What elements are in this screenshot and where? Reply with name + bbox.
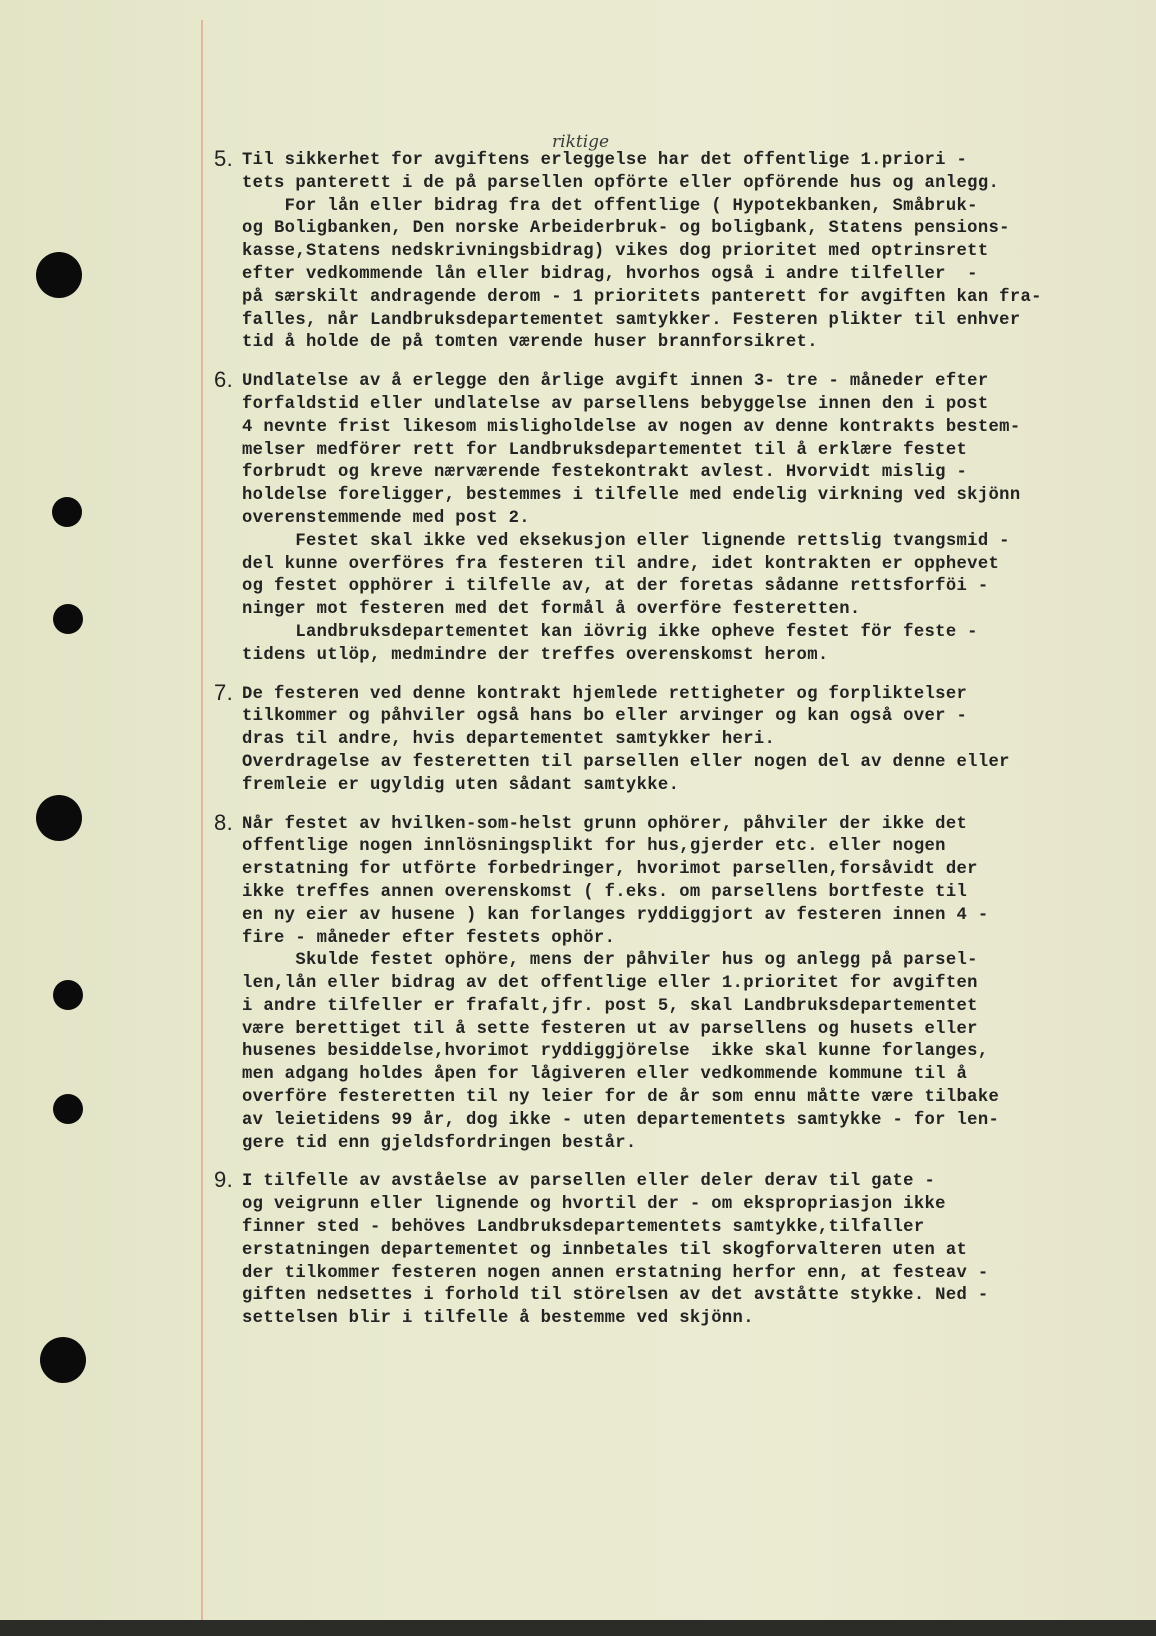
text-line: De festeren ved denne kontrakt hjemlede rettigheter og forpliktelser bbox=[242, 684, 968, 704]
text-line: Festet skal ikke ved eksekusjon eller lignende rettslig tvangsmid - bbox=[242, 531, 1010, 551]
document-body bbox=[214, 146, 1114, 1347]
text-line: offentlige nogen innlösningsplikt for hus,gjerder etc. eller nogen bbox=[242, 837, 946, 857]
text-line: 4 nevnte frist likesom misligholdelse av nogen av denne kontrakts bestem- bbox=[242, 417, 1021, 437]
text-line: Når festet av hvilken-som-helst grunn ophörer, påhviler der ikke det bbox=[242, 814, 968, 834]
section-7 bbox=[214, 679, 1114, 798]
text-line: Landbruksdepartementet kan iövrig ikke opheve festet för feste - bbox=[242, 622, 978, 642]
text-line: forbrudt og kreve nærværende festekontrakt avlest. Hvorvidt mislig - bbox=[242, 463, 968, 483]
text-line: holdelse foreligger, bestemmes i tilfelle med endelig virkning ved skjönn bbox=[242, 486, 1021, 506]
section-number: 6. bbox=[214, 367, 234, 393]
section-number: 9. bbox=[214, 1167, 234, 1193]
text-line: falles, når Landbruksdepartementet samtykker. Festeren plikter til enhver bbox=[242, 310, 1021, 330]
section-number: 5. bbox=[214, 146, 234, 171]
text-line: og festet opphörer i tilfelle av, at der foretas sådanne rettsforföi - bbox=[242, 577, 989, 597]
text-line: For lån eller bidrag fra det offentlige ( Hypotekbanken, Småbruk- bbox=[242, 196, 978, 216]
section-8 bbox=[214, 809, 1114, 1156]
text-line: en ny eier av husene ) kan forlanges ryddiggjort av festeren innen 4 - bbox=[242, 905, 989, 925]
text-line: erstatningen departementet og innbetales til skogforvalteren uten at bbox=[242, 1240, 968, 1260]
punch-hole bbox=[53, 980, 83, 1010]
text-line: overenstemmende med post 2. bbox=[242, 508, 530, 528]
text-line: Undlatelse av å erlegge den årlige avgift innen 3- tre - måneder efter bbox=[242, 372, 989, 392]
text-line: finner sted - behöves Landbruksdepartementets samtykke,tilfaller bbox=[242, 1218, 925, 1238]
punch-hole bbox=[53, 604, 83, 634]
text-line: ikke treffes annen overenskomst ( f.eks. om parsellens bortfeste til bbox=[242, 882, 968, 902]
section-number: 8. bbox=[214, 809, 234, 835]
text-line: ninger mot festeren med det formål å overföre festeretten. bbox=[242, 600, 861, 620]
text-line: husenes besiddelse,hvorimot ryddiggjörelse ikke skal kunne forlanges, bbox=[242, 1042, 989, 1062]
text-line: være berettiget til å sette festeren ut av parsellens og husets eller bbox=[242, 1019, 978, 1039]
text-line: settelsen blir i tilfelle å bestemme ved skjönn. bbox=[242, 1309, 754, 1329]
text-line: Overdragelse av festeretten til parsellen eller nogen del av denne eller bbox=[242, 752, 1010, 772]
punch-hole bbox=[36, 252, 82, 298]
text-line: del kunne overföres fra festeren til andre, idet kontrakten er opphevet bbox=[242, 554, 1000, 574]
text-line: kasse,Statens nedskrivningsbidrag) vikes dog prioritet med optrinsrett bbox=[242, 242, 989, 262]
punch-hole bbox=[36, 795, 82, 841]
punch-hole bbox=[53, 1094, 83, 1124]
text-line: og Boligbanken, Den norske Arbeiderbruk- og boligbank, Statens pensions- bbox=[242, 219, 1010, 239]
text-line: fire - måneder efter festets ophör. bbox=[242, 928, 616, 948]
bottom-edge bbox=[0, 1620, 1156, 1636]
text-line: len,lån eller bidrag av det offentlige eller 1.prioritet for avgiften bbox=[242, 974, 978, 994]
punch-hole bbox=[40, 1337, 86, 1383]
text-line: av leietidens 99 år, dog ikke - uten departementets samtykke - for len- bbox=[242, 1110, 1000, 1130]
text-line: og veigrunn eller lignende og hvortil der - om ekspropriasjon ikke bbox=[242, 1195, 946, 1215]
text-line: der tilkommer festeren nogen annen erstatning herfor enn, at festeav - bbox=[242, 1263, 989, 1283]
text-line: melser medförer rett for Landbruksdepartementet til å erklære festet bbox=[242, 440, 968, 460]
punch-hole bbox=[52, 497, 82, 527]
text-line: Til sikkerhet for avgiftens erleggelse har det offentlige 1.priori - bbox=[242, 151, 968, 170]
text-line: forfaldstid eller undlatelse av parsellens bebyggelse innen den i post bbox=[242, 394, 989, 414]
text-line: i andre tilfeller er frafalt,jfr. post 5, skal Landbruksdepartementet bbox=[242, 996, 978, 1016]
text-line: gere tid enn gjeldsfordringen består. bbox=[242, 1133, 637, 1153]
section-number: 7. bbox=[214, 679, 234, 705]
section-9 bbox=[214, 1167, 1114, 1331]
text-line: Skulde festet ophöre, mens der påhviler hus og anlegg på parsel- bbox=[242, 951, 978, 971]
section-5 bbox=[214, 146, 1114, 355]
text-line: dras til andre, hvis departementet samtykker heri. bbox=[242, 730, 776, 750]
text-line: på særskilt andragende derom - 1 prioritets panterett for avgiften kan fra- bbox=[242, 287, 1042, 307]
text-line: tets panterett i de på parsellen opförte eller opförende hus og anlegg. bbox=[242, 173, 1000, 193]
text-line: men adgang holdes åpen for lågiveren eller vedkommende kommune til å bbox=[242, 1065, 968, 1085]
text-line: erstatning for utförte forbedringer, hvorimot parsellen,forsåvidt der bbox=[242, 860, 978, 880]
text-line: tidens utlöp, medmindre der treffes overenskomst herom. bbox=[242, 645, 829, 665]
margin-line bbox=[201, 20, 203, 1620]
section-6 bbox=[214, 367, 1114, 667]
text-line: overföre festeretten til ny leier for de år som ennu måtte være tilbake bbox=[242, 1088, 1000, 1108]
text-line: efter vedkommende lån eller bidrag, hvorhos også i andre tilfeller - bbox=[242, 264, 978, 284]
text-line: tid å holde de på tomten værende huser brannforsikret. bbox=[242, 333, 818, 353]
text-line: I tilfelle av avståelse av parsellen eller deler derav til gate - bbox=[242, 1172, 936, 1192]
text-line: giften nedsettes i forhold til störelsen av det avståtte stykke. Ned - bbox=[242, 1286, 989, 1306]
handwritten-annotation: riktige bbox=[552, 132, 610, 152]
text-line: tilkommer og påhviler også hans bo eller arvinger og kan også over - bbox=[242, 707, 968, 727]
text-line: fremleie er ugyldig uten sådant samtykke. bbox=[242, 775, 680, 795]
